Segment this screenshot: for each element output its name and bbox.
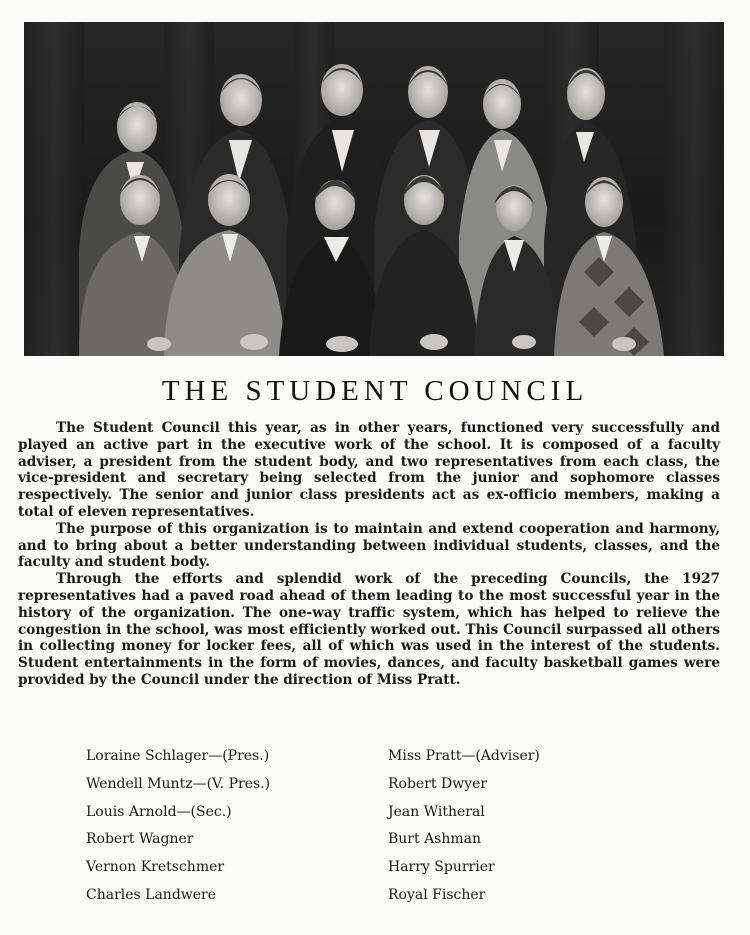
member-name: Burt Ashman [388, 831, 482, 848]
roster-right-column [388, 745, 540, 912]
paragraph-1: The Student Council this year, as in other years, functioned very successfully and played an active part in the executive work of the school. It is composed of a faculty adviser, a president from the student body, and two representatives from each class, the vice-president and secretary being selected from the junior and sophomore classes respectively. The senior and junior class presidents act as ex-officio members, making a total of eleven representatives. [18, 420, 720, 520]
page-title: THE STUDENT COUNCIL [161, 375, 589, 407]
member-name: Vernon Kretschmer [86, 859, 225, 876]
member-name: Miss Pratt—(Adviser) [388, 748, 540, 764]
group-photo-illustration [24, 22, 724, 356]
paragraph-2: The purpose of this organization is to maintain and extend cooperation and harmony, and to bring about a better understanding between individual students, classes, and the faculty and student body. [18, 520, 720, 571]
member-name: Charles Landwere [86, 886, 217, 903]
member-name: Loraine Schlager—(Pres.) [86, 748, 270, 764]
member-name: Royal Fischer [388, 886, 486, 903]
group-photo [24, 22, 724, 356]
member-name: Wendell Muntz—(V. Pres.) [86, 775, 271, 792]
article-body [18, 420, 720, 689]
member-name: Robert Dwyer [388, 775, 488, 792]
member-name: Jean Witheral [388, 803, 485, 820]
roster-left-column [86, 745, 270, 912]
paragraph-3: Through the efforts and splendid work of the preceding Councils, the 1927 representatives had a paved road ahead of them leading to the most successful year in the history of the organization. The one-way traffic system, which has helped to relieve the congestion in the school, was most efficiently worked out. This Council surpassed all others in collecting money for locker fees, all of which was used in the interest of the students. Student entertainments in the form of movies, dances, and faculty basketball games were provided by the Council under the direction of Miss Pratt. [18, 571, 720, 688]
member-name: Harry Spurrier [388, 859, 495, 876]
member-name: Louis Arnold—(Sec.) [86, 803, 232, 820]
member-name: Robert Wagner [86, 831, 194, 848]
